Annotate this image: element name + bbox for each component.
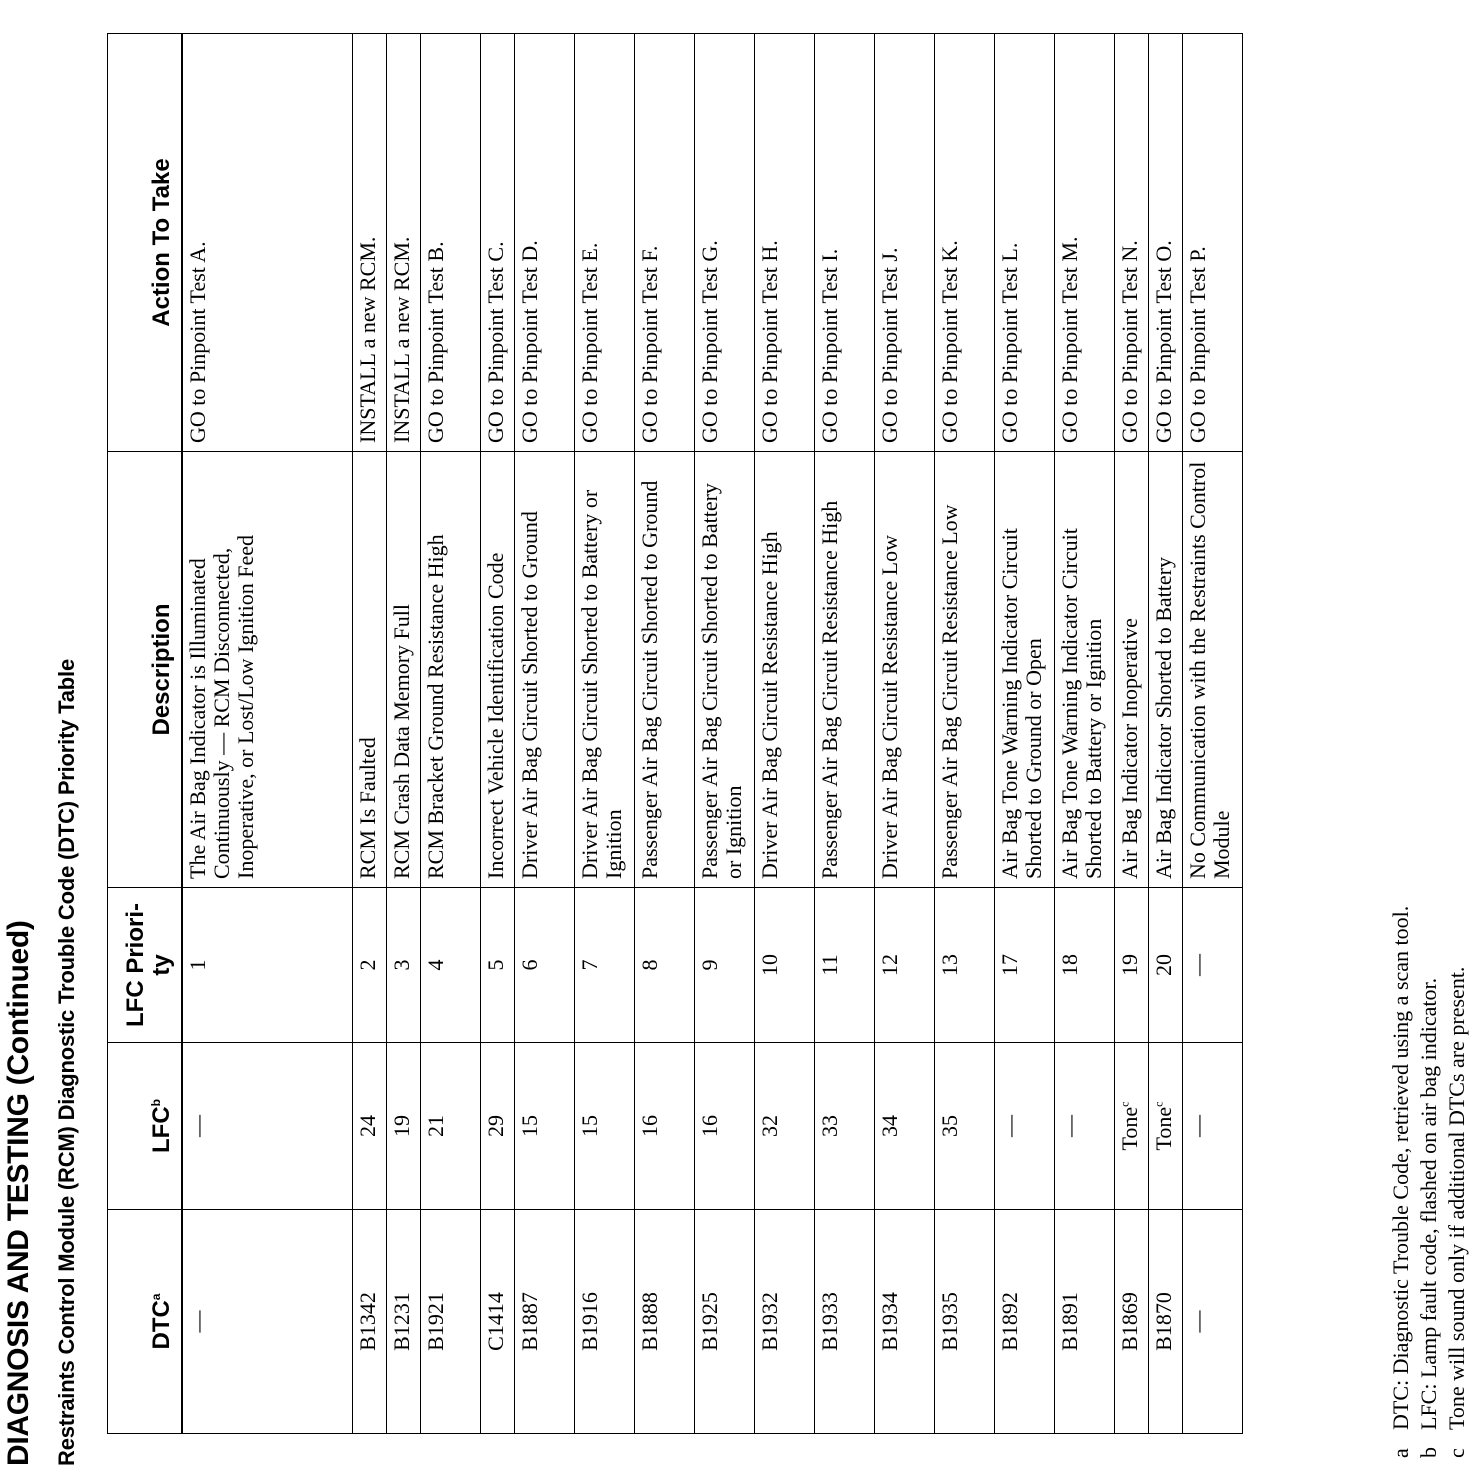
cell-description [1114, 452, 1148, 888]
cell-action-text: INSTALL a new RCM. [388, 236, 414, 443]
table-row [1114, 34, 1148, 1434]
cell-description [1054, 452, 1114, 888]
cell-priority-text: 13 [936, 954, 962, 976]
cell-description [1182, 452, 1242, 888]
cell-action [386, 34, 420, 452]
header-description: Description [108, 452, 183, 888]
cell-priority-text: 9 [696, 959, 722, 971]
cell-description-text: Driver Air Bag Circuit Resistance Low [876, 535, 902, 879]
cell-lfc [1114, 1043, 1148, 1210]
cell-dtc [386, 1210, 420, 1434]
cell-action [694, 34, 754, 452]
cell-action [994, 34, 1054, 452]
header-lfc-label: LFC [148, 1106, 175, 1153]
cell-priority [934, 888, 994, 1043]
cell-lfc-text: Tone [1150, 1106, 1176, 1151]
table-row [480, 34, 514, 1434]
cell-priority [574, 888, 634, 1043]
cell-lfc [754, 1043, 814, 1210]
footnote-letter: b [1416, 1447, 1441, 1458]
cell-dtc [874, 1210, 934, 1434]
table-row [386, 34, 420, 1434]
cell-description [754, 452, 814, 888]
cell-description [480, 452, 514, 888]
cell-description-text: Air Bag Tone Warning Indicator Circuit Shorted to Ground or Open [996, 528, 1046, 879]
cell-dtc-text: B1869 [1116, 1292, 1142, 1351]
cell-lfc-text: — [185, 1115, 210, 1137]
cell-action [814, 34, 874, 452]
cell-description-text: Passenger Air Bag Circuit Shorted to Battery or Ignition [696, 483, 746, 879]
cell-description [874, 452, 934, 888]
cell-dtc [934, 1210, 994, 1434]
cell-dtc-text: B1870 [1150, 1292, 1176, 1351]
footnote-ref: c [1117, 1101, 1132, 1107]
table-row [814, 34, 874, 1434]
cell-priority-text: 5 [482, 959, 508, 971]
cell-description [420, 452, 480, 888]
cell-priority [182, 888, 352, 1043]
table-title: Restraints Control Module (RCM) Diagnostic Trouble Code (DTC) Priority Table [54, 659, 79, 1466]
header-dtc [108, 1210, 183, 1434]
cell-description-text: Driver Air Bag Circuit Shorted to Battery or Ignition [576, 489, 626, 879]
cell-description-text: Air Bag Tone Warning Indicator Circuit Shorted to Battery or Ignition [1056, 528, 1106, 879]
header-lfc [108, 1043, 183, 1210]
cell-dtc [1182, 1210, 1242, 1434]
cell-lfc-text: 16 [696, 1115, 722, 1137]
table-row [694, 34, 754, 1434]
cell-action-text: GO to Pinpoint Test K. [936, 240, 962, 443]
cell-priority [874, 888, 934, 1043]
footnote-letter: c [1444, 1448, 1469, 1458]
cell-action [182, 34, 352, 452]
cell-action [352, 34, 386, 452]
cell-description [386, 452, 420, 888]
table-row [574, 34, 634, 1434]
cell-priority [814, 888, 874, 1043]
cell-action [420, 34, 480, 452]
cell-description [694, 452, 754, 888]
cell-priority [514, 888, 574, 1043]
table-row [1148, 34, 1182, 1434]
cell-description-text: RCM Bracket Ground Resistance High [422, 534, 448, 879]
cell-action [934, 34, 994, 452]
cell-description [814, 452, 874, 888]
table-row [994, 34, 1054, 1434]
footnote [1444, 967, 1470, 1458]
cell-priority [754, 888, 814, 1043]
cell-action [1148, 34, 1182, 452]
cell-dtc-text: B1932 [756, 1292, 782, 1351]
cell-action-text: GO to Pinpoint Test A. [185, 241, 210, 443]
cell-lfc-text: 15 [516, 1115, 542, 1137]
cell-description [934, 452, 994, 888]
cell-dtc [420, 1210, 480, 1434]
cell-lfc-text: 35 [936, 1115, 962, 1137]
cell-dtc [574, 1210, 634, 1434]
cell-priority [994, 888, 1054, 1043]
cell-action [514, 34, 574, 452]
cell-lfc [352, 1043, 386, 1210]
cell-lfc-text: Tone [1116, 1106, 1142, 1151]
cell-priority-text: 11 [816, 954, 842, 976]
cell-dtc-text: B1916 [576, 1292, 602, 1351]
cell-description [352, 452, 386, 888]
cell-description-text: Air Bag Indicator Shorted to Battery [1150, 557, 1176, 879]
cell-action-text: GO to Pinpoint Test F. [636, 245, 662, 443]
cell-action [574, 34, 634, 452]
cell-priority-text: 10 [756, 954, 782, 976]
table-body [182, 34, 1242, 1434]
cell-action-text: GO to Pinpoint Test B. [422, 241, 448, 443]
cell-lfc [994, 1043, 1054, 1210]
cell-lfc-text: 32 [756, 1115, 782, 1137]
cell-lfc [1182, 1043, 1242, 1210]
cell-action-text: GO to Pinpoint Test O. [1150, 240, 1176, 443]
cell-priority-text: 6 [516, 959, 542, 971]
cell-action [480, 34, 514, 452]
cell-dtc [1054, 1210, 1114, 1434]
cell-priority [694, 888, 754, 1043]
footnote-text: LFC: Lamp fault code, flashed on air bag indicator. [1416, 977, 1441, 1430]
table-row [634, 34, 694, 1434]
cell-priority-text: 17 [996, 954, 1022, 976]
cell-lfc [694, 1043, 754, 1210]
cell-lfc [420, 1043, 480, 1210]
cell-priority [1114, 888, 1148, 1043]
cell-description-text: Air Bag Indicator Inoperative [1116, 618, 1142, 879]
cell-lfc-text: 19 [388, 1115, 414, 1137]
cell-action [634, 34, 694, 452]
cell-dtc-text: B1887 [516, 1292, 542, 1351]
cell-priority [1054, 888, 1114, 1043]
cell-lfc [480, 1043, 514, 1210]
cell-lfc-text: 34 [876, 1115, 902, 1137]
cell-lfc-text: — [1056, 1115, 1082, 1137]
cell-action [1054, 34, 1114, 452]
cell-priority-text: 19 [1116, 954, 1142, 976]
table-header-row [108, 34, 183, 1434]
cell-lfc [182, 1043, 352, 1210]
cell-dtc [1148, 1210, 1182, 1434]
cell-priority [352, 888, 386, 1043]
cell-lfc-text: — [1184, 1115, 1210, 1137]
cell-action-text: GO to Pinpoint Test E. [576, 242, 602, 443]
cell-priority-text: — [1184, 954, 1210, 976]
cell-description-text: Passenger Air Bag Circuit Resistance High [816, 500, 842, 879]
cell-action-text: INSTALL a new RCM. [354, 236, 380, 443]
cell-lfc-text: 29 [482, 1115, 508, 1137]
cell-action-text: GO to Pinpoint Test L. [996, 242, 1022, 443]
cell-priority-text: 12 [876, 954, 902, 976]
footnote-ref: c [1151, 1101, 1166, 1107]
cell-dtc-text: B1231 [388, 1292, 414, 1351]
cell-dtc [514, 1210, 574, 1434]
cell-lfc [814, 1043, 874, 1210]
cell-priority [386, 888, 420, 1043]
cell-description-text: Passenger Air Bag Circuit Resistance Low [936, 504, 962, 879]
cell-action [874, 34, 934, 452]
cell-description-text: No Communication with the Restraints Control Module [1184, 461, 1234, 879]
cell-action-text: GO to Pinpoint Test D. [516, 240, 542, 443]
table-row [514, 34, 574, 1434]
cell-lfc [634, 1043, 694, 1210]
cell-dtc [352, 1210, 386, 1434]
cell-priority-text: 1 [185, 959, 210, 971]
footnote [1388, 906, 1414, 1458]
cell-lfc [1054, 1043, 1114, 1210]
header-action: Action To Take [108, 34, 183, 452]
cell-action-text: GO to Pinpoint Test H. [756, 240, 782, 443]
cell-description-text: Passenger Air Bag Circuit Shorted to Ground [636, 480, 662, 879]
cell-dtc [182, 1210, 352, 1434]
cell-lfc-text: 21 [422, 1115, 448, 1137]
table-row [1182, 34, 1242, 1434]
cell-action-text: GO to Pinpoint Test P. [1184, 246, 1210, 443]
cell-description [182, 452, 352, 888]
cell-action-text: GO to Pinpoint Test N. [1116, 240, 1142, 443]
table-row [754, 34, 814, 1434]
cell-description-text: RCM Is Faulted [354, 737, 380, 879]
table-row [874, 34, 934, 1434]
cell-description-text: RCM Crash Data Memory Full [388, 604, 414, 879]
cell-action-text: GO to Pinpoint Test G. [696, 240, 722, 443]
cell-lfc-text: — [996, 1115, 1022, 1137]
footnote [1416, 978, 1442, 1458]
cell-action-text: GO to Pinpoint Test J. [876, 247, 902, 443]
table-row [934, 34, 994, 1434]
cell-dtc-text: B1888 [636, 1292, 662, 1351]
cell-lfc [1148, 1043, 1182, 1210]
cell-priority [420, 888, 480, 1043]
header-priority: LFC Priori-ty [108, 888, 183, 1043]
cell-dtc [480, 1210, 514, 1434]
cell-action [754, 34, 814, 452]
cell-priority [634, 888, 694, 1043]
cell-dtc-text: B1921 [422, 1292, 448, 1351]
cell-priority-text: 2 [354, 959, 380, 971]
cell-dtc-text: B1925 [696, 1292, 722, 1351]
cell-dtc-text: — [185, 1310, 210, 1333]
cell-priority [1182, 888, 1242, 1043]
cell-priority [1148, 888, 1182, 1043]
cell-priority-text: 4 [422, 959, 448, 971]
cell-description-text: Driver Air Bag Circuit Shorted to Ground [516, 511, 542, 879]
cell-dtc [1114, 1210, 1148, 1434]
cell-lfc-text: 15 [576, 1115, 602, 1137]
cell-priority-text: 3 [388, 959, 414, 971]
table-row [1054, 34, 1114, 1434]
cell-lfc [874, 1043, 934, 1210]
cell-action-text: GO to Pinpoint Test I. [816, 248, 842, 443]
cell-lfc [934, 1043, 994, 1210]
cell-lfc-text: 24 [354, 1115, 380, 1137]
cell-description [634, 452, 694, 888]
cell-action [1182, 34, 1242, 452]
table-row [182, 34, 352, 1434]
cell-dtc [994, 1210, 1054, 1434]
footnote-text: DTC: Diagnostic Trouble Code, retrieved using a scan tool. [1388, 905, 1413, 1430]
cell-description-text: The Air Bag Indicator is Illuminated Continuously — RCM Disconnected, Inoperative, or Lost/Low Ignition Feed [185, 535, 258, 879]
cell-dtc-text: B1891 [1056, 1292, 1082, 1351]
cell-description [514, 452, 574, 888]
cell-priority [480, 888, 514, 1043]
header-dtc-label: DTC [148, 1300, 175, 1350]
cell-dtc [694, 1210, 754, 1434]
cell-action-text: GO to Pinpoint Test C. [482, 241, 508, 443]
cell-lfc [574, 1043, 634, 1210]
cell-dtc-text: B1935 [936, 1292, 962, 1351]
cell-dtc-text: B1933 [816, 1292, 842, 1351]
cell-lfc-text: 33 [816, 1115, 842, 1137]
cell-dtc [754, 1210, 814, 1434]
table-row [420, 34, 480, 1434]
cell-description-text: Driver Air Bag Circuit Resistance High [756, 531, 782, 879]
cell-dtc [814, 1210, 874, 1434]
cell-description-text: Incorrect Vehicle Identification Code [482, 552, 508, 879]
cell-lfc-text: 16 [636, 1115, 662, 1137]
footnote-text: Tone will sound only if additional DTCs are present. [1444, 966, 1469, 1430]
cell-lfc [514, 1043, 574, 1210]
cell-priority-text: 20 [1150, 954, 1176, 976]
cell-description [994, 452, 1054, 888]
cell-priority-text: 7 [576, 959, 602, 971]
cell-description [1148, 452, 1182, 888]
cell-dtc [634, 1210, 694, 1434]
cell-dtc-text: — [1184, 1310, 1210, 1333]
cell-action-text: GO to Pinpoint Test M. [1056, 236, 1082, 443]
cell-dtc-text: B1892 [996, 1292, 1022, 1351]
dtc-priority-table [107, 33, 1243, 1434]
cell-action [1114, 34, 1148, 452]
footnote-letter: a [1388, 1448, 1413, 1458]
page-title: DIAGNOSIS AND TESTING (Continued) [2, 920, 35, 1466]
cell-description [574, 452, 634, 888]
header-dtc-footnote-ref: a [149, 1293, 163, 1301]
cell-dtc-text: B1342 [354, 1292, 380, 1351]
cell-priority-text: 8 [636, 959, 662, 971]
header-lfc-footnote-ref: b [149, 1099, 163, 1107]
cell-dtc-text: C1414 [482, 1292, 508, 1351]
cell-lfc [386, 1043, 420, 1210]
cell-dtc-text: B1934 [876, 1292, 902, 1351]
table-row [352, 34, 386, 1434]
cell-priority-text: 18 [1056, 954, 1082, 976]
